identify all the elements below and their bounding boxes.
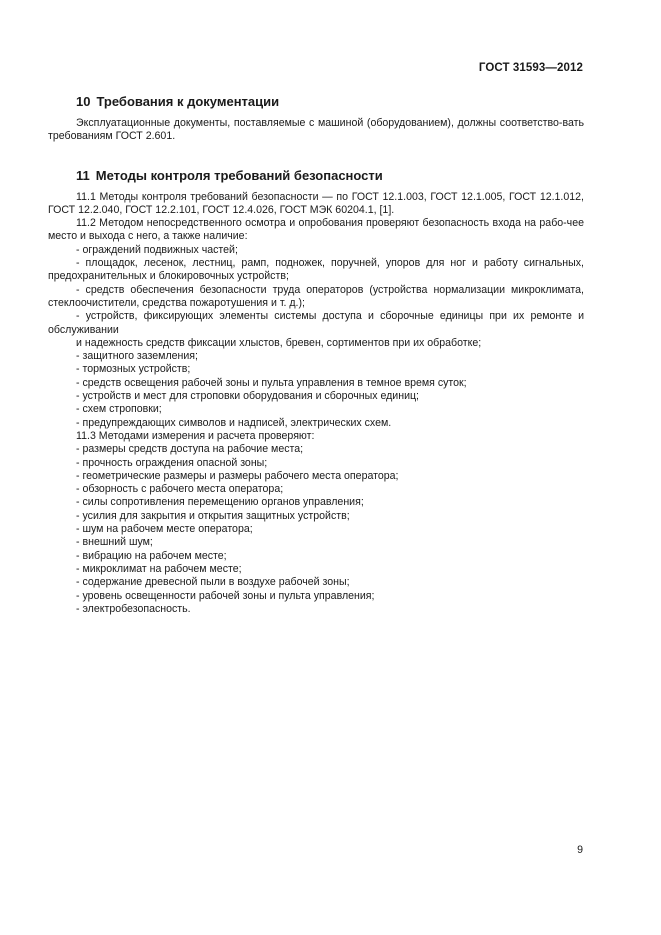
section-11-number: 11 <box>76 167 90 183</box>
clause-11-3: 11.3 Методами измерения и расчета проверяют: <box>76 429 315 442</box>
list-item: - вибрацию на рабочем месте; <box>76 549 227 562</box>
section-10-number: 10 <box>76 94 91 109</box>
list-item: - предупреждающих символов и надписей, электрических схем. <box>76 416 392 429</box>
section-10-heading <box>48 94 584 110</box>
list-item: - схем строповки; <box>76 403 162 416</box>
list-item: - микроклимат на рабочем месте; <box>76 562 242 575</box>
section-10-title: Требования к документации <box>96 94 280 109</box>
clause-11-1: 11.1 Методы контроля требований безопасности — по ГОСТ 12.1.003, ГОСТ 12.1.005, ГОСТ 12.1.012, ГОСТ 12.2.040, ГОСТ 12.2.101, ГОСТ 12.4.026, ГОСТ МЭК 60204.1, [1]. <box>48 190 584 216</box>
list-item: - средств освещения рабочей зоны и пульта управления в темное время суток; <box>76 376 467 389</box>
list-item: - обзорность с рабочего места оператора; <box>76 483 284 496</box>
section-10 <box>48 94 584 144</box>
section-11-body <box>48 191 584 617</box>
document-code: ГОСТ 31593—2012 <box>478 62 583 74</box>
section-11-title: Методы контроля требований безопасности <box>95 167 383 183</box>
section-11-heading <box>48 168 584 184</box>
list-item: - защитного заземления; <box>76 350 198 363</box>
list-item: - тормозных устройств; <box>76 363 191 376</box>
list-item: - площадок, лесенок, лестниц, рамп, подножек, поручней, упоров для ног и работу сигнальных, предохранительных и блокировочных устройств; <box>48 257 584 283</box>
list-item: - размеры средств доступа на рабочие места; <box>76 443 304 456</box>
clause-11-2-list <box>48 244 584 430</box>
list-item: - прочность ограждения опасной зоны; <box>76 456 268 469</box>
list-item: - шум на рабочем месте оператора; <box>76 523 253 536</box>
section-11 <box>48 168 584 617</box>
list-item: - внешний шум; <box>76 536 153 549</box>
list-item: - усилия для закрытия и открытия защитных устройств; <box>76 509 350 522</box>
list-item: - силы сопротивления перемещению органов управления; <box>76 496 364 509</box>
list-item: - уровень освещенности рабочей зоны и пульта управления; <box>76 589 375 602</box>
section-10-text: Эксплуатационные документы, поставляемые с машиной (оборудованием), должны соответство-вать требованиям ГОСТ 2.601. <box>48 117 584 143</box>
list-item: - средств обеспечения безопасности труда операторов (устройства нормализации микроклимата, стеклоочистители, средства пожаротушения и т. д.); <box>48 283 584 309</box>
clause-11-2: 11.2 Методом непосредственного осмотра и опробования проверяют безопасность входа на рабо-чее место и выхода с него, а также наличие: <box>48 217 584 243</box>
list-item: - устройств, фиксирующих элементы системы доступа и сборочные единицы при их ремонте и обслуживании <box>48 310 584 336</box>
page-number: 9 <box>577 844 583 856</box>
list-item: и надежность средств фиксации хлыстов, бревен, сортиментов при их обработке; <box>76 336 482 349</box>
clause-11-3-list <box>48 443 584 616</box>
page-content <box>48 92 584 616</box>
list-item: - электробезопасность. <box>76 602 191 615</box>
list-item: - устройств и мест для строповки оборудования и сборочных единиц; <box>76 390 419 403</box>
list-item: - геометрические размеры и размеры рабочего места оператора; <box>76 469 399 482</box>
list-item: - ограждений подвижных частей; <box>76 243 238 256</box>
list-item: - содержание древесной пыли в воздухе рабочей зоны; <box>76 576 350 589</box>
